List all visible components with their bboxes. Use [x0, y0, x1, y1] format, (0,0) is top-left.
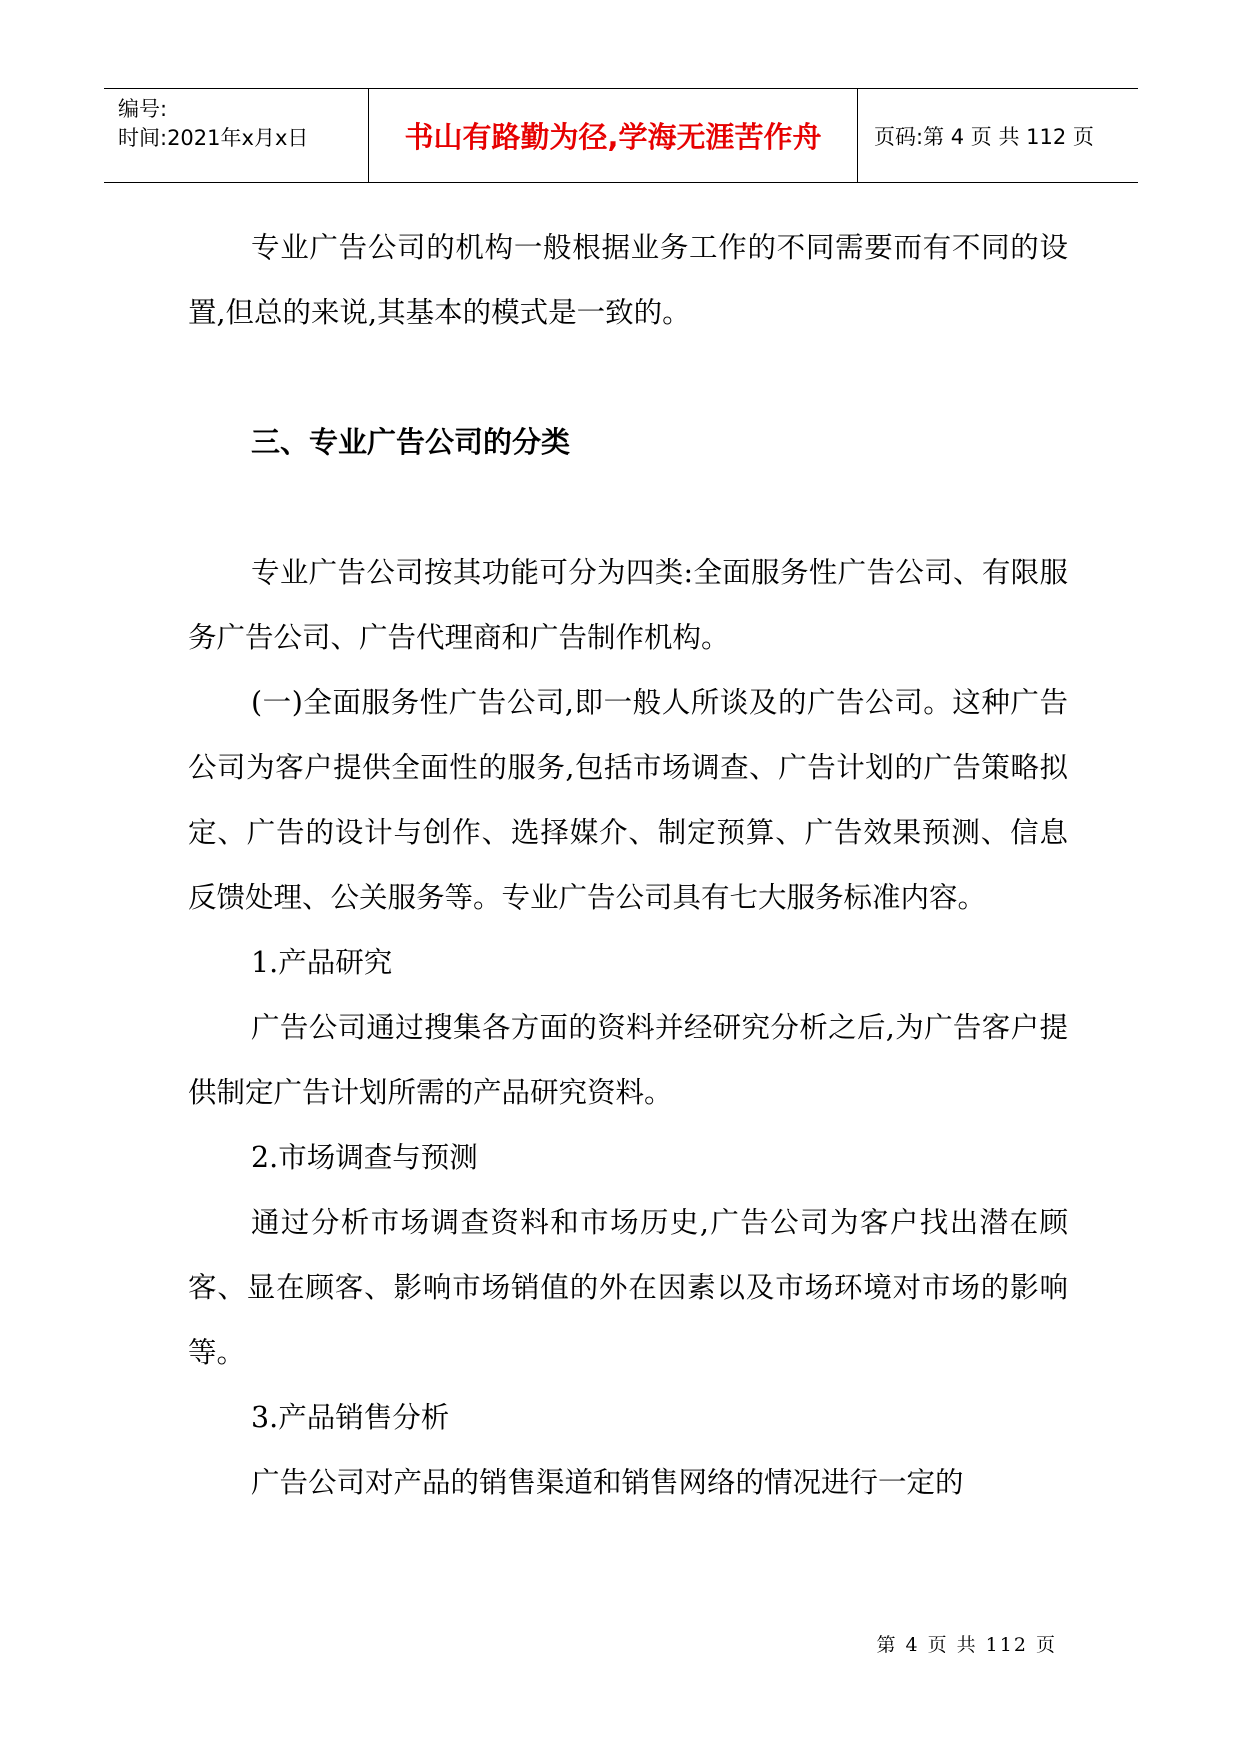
document-body: [188, 215, 1068, 1515]
header-motto: 书山有路勤为径,学海无涯苦作舟: [368, 89, 858, 182]
paragraph: 广告公司对产品的销售渠道和销售网络的情况进行一定的: [251, 1466, 964, 1499]
paragraph: (一)全面服务性广告公司,即一般人所谈及的广告公司。这种广告公司为客户提供全面性的服务,包括市场调查、广告计划的广告策略拟定、广告的设计与创作、选择媒介、制定预算、广告效果预测、信息反馈处理、公关服务等。专业广告公司具有七大服务标准内容。: [188, 686, 1068, 914]
paragraph: 专业广告公司的机构一般根据业务工作的不同需要而有不同的设置,但总的来说,其基本的模式是一致的。: [188, 231, 1068, 329]
list-item-heading: 3.产品销售分析: [251, 1401, 450, 1434]
paragraph: 专业广告公司按其功能可分为四类:全面服务性广告公司、有限服务广告公司、广告代理商和广告制作机构。: [188, 556, 1068, 654]
document-time-label: 时间:2021年x月x日: [118, 126, 309, 150]
list-item-heading: 2.市场调查与预测: [251, 1141, 478, 1174]
document-number-label: 编号:: [118, 97, 168, 121]
paragraph: 通过分析市场调查资料和市场历史,广告公司为客户找出潜在顾客、显在顾客、影响市场销值的外在因素以及市场环境对市场的影响等。: [188, 1206, 1068, 1369]
section-heading: 三、专业广告公司的分类: [251, 425, 571, 459]
paragraph: 广告公司通过搜集各方面的资料并经研究分析之后,为广告客户提供制定广告计划所需的产品研究资料。: [188, 1011, 1068, 1109]
page-header: [104, 88, 1138, 183]
list-item-heading: 1.产品研究: [251, 946, 393, 979]
header-page-number: 页码:第 4 页 共 112 页: [874, 124, 1094, 149]
header-meta: [104, 89, 368, 182]
page-footer: 第 4 页 共 112 页: [876, 1634, 1057, 1656]
